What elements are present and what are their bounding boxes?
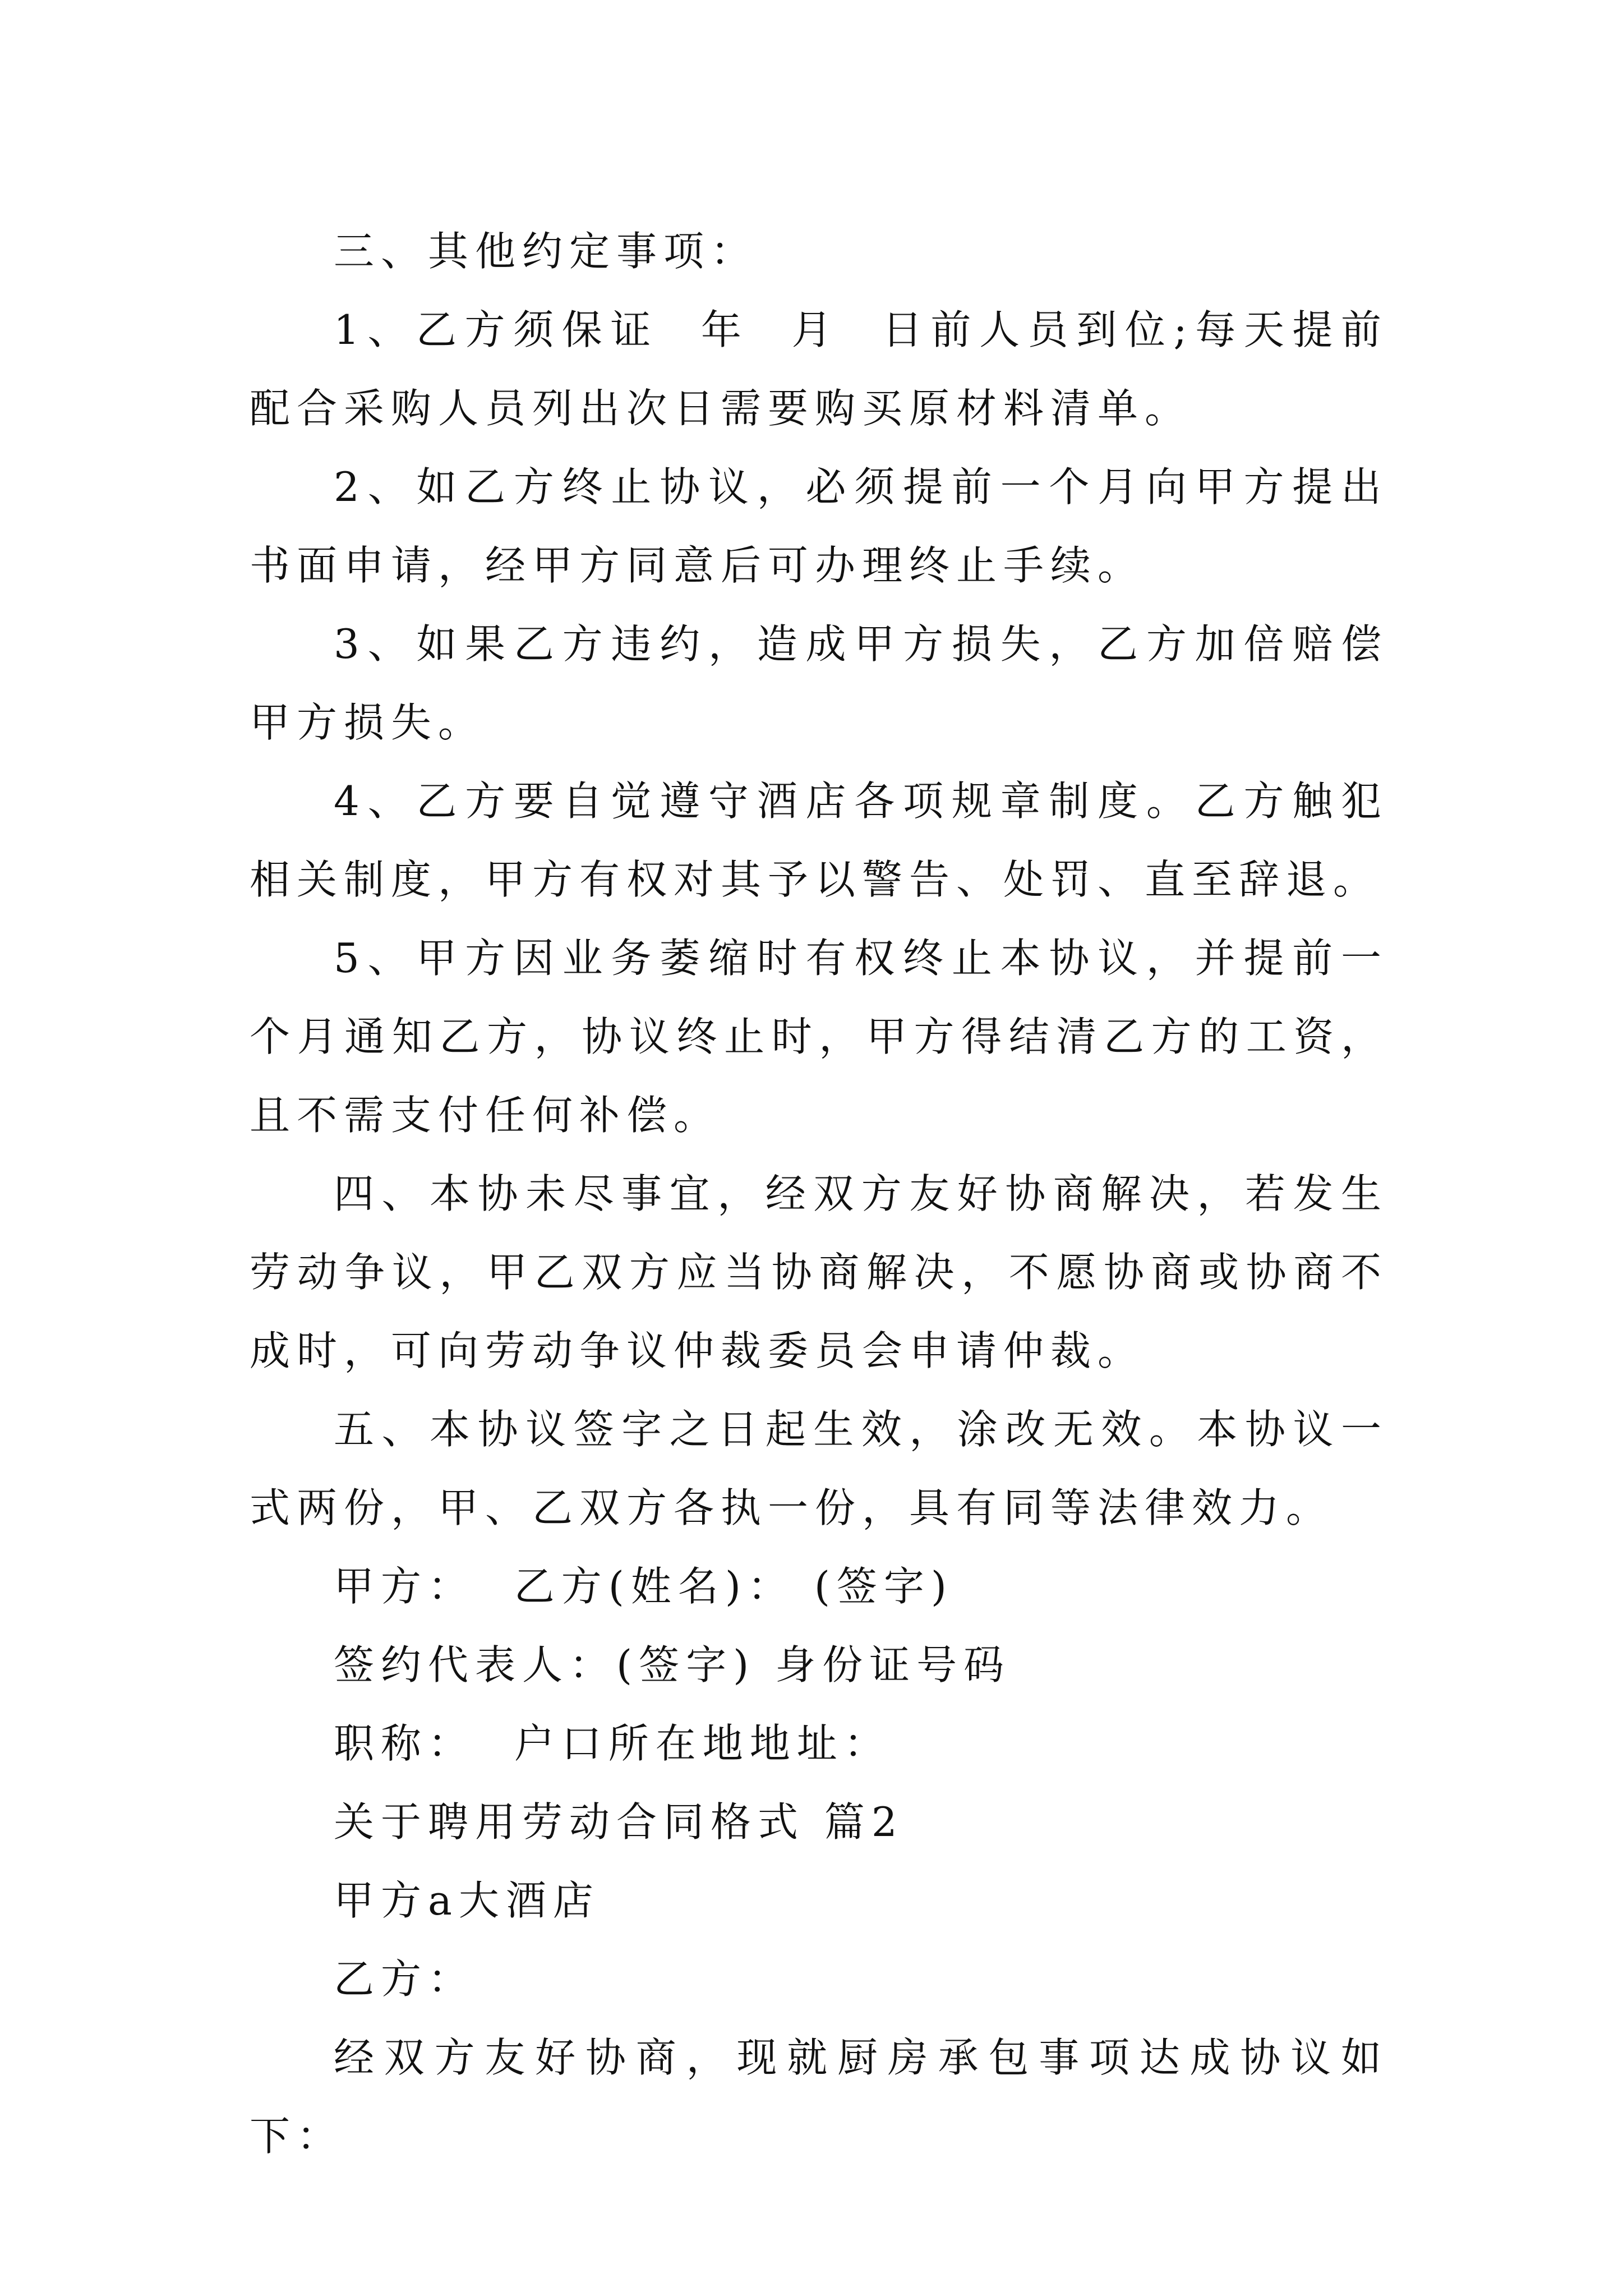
signature-line-title-address: 职称： 户口所在地地址： [334, 1720, 891, 1767]
signature-line-parties: 甲方： 乙方(姓名)： (签字) [334, 1563, 954, 1610]
signature-line-representative: 签约代表人：(签字) 身份证号码 [334, 1641, 1011, 1688]
clause-3-breach-compensation: 3、如果乙方违约，造成甲方损失，乙方加倍赔偿甲方损失。 [250, 620, 1388, 746]
clause-2-termination-notice: 2、如乙方终止协议，必须提前一个月向甲方提出书面申请，经甲方同意后可办理终止手续。 [250, 463, 1388, 589]
clause-1-staffing: 1、乙方须保证 年 月 日前人员到位;每天提前配合采购人员列出次日需要购买原材料清单。 [250, 306, 1388, 432]
section-heading-other-terms: 三、其他约定事项： [334, 228, 758, 275]
clause-4-hotel-rules: 4、乙方要自觉遵守酒店各项规章制度。乙方触犯相关制度，甲方有权对其予以警告、处罚、直至辞退。 [250, 777, 1388, 903]
contract-heading-part-2: 关于聘用劳动合同格式 篇2 [334, 1798, 904, 1846]
document-body [250, 212, 1388, 2175]
clause-5-business-reduction: 5、甲方因业务萎缩时有权终止本协议，并提前一个月通知乙方，协议终止时，甲方得结清乙方的工资，且不需支付任何补偿。 [250, 935, 1388, 1139]
section-5-effectiveness: 五、本协议签字之日起生效，涂改无效。本协议一式两份，甲、乙双方各执一份，具有同等法律效力。 [250, 1406, 1388, 1531]
party-a-line: 甲方a大酒店 [334, 1877, 600, 1924]
section-4-disputes: 四、本协未尽事宜，经双方友好协商解决，若发生劳动争议，甲乙双方应当协商解决，不愿协商或协商不成时，可向劳动争议仲裁委员会申请仲裁。 [250, 1170, 1388, 1374]
party-b-line: 乙方： [334, 1955, 476, 2003]
agreement-intro: 经双方友好协商，现就厨房承包事项达成协议如下： [250, 2034, 1388, 2160]
